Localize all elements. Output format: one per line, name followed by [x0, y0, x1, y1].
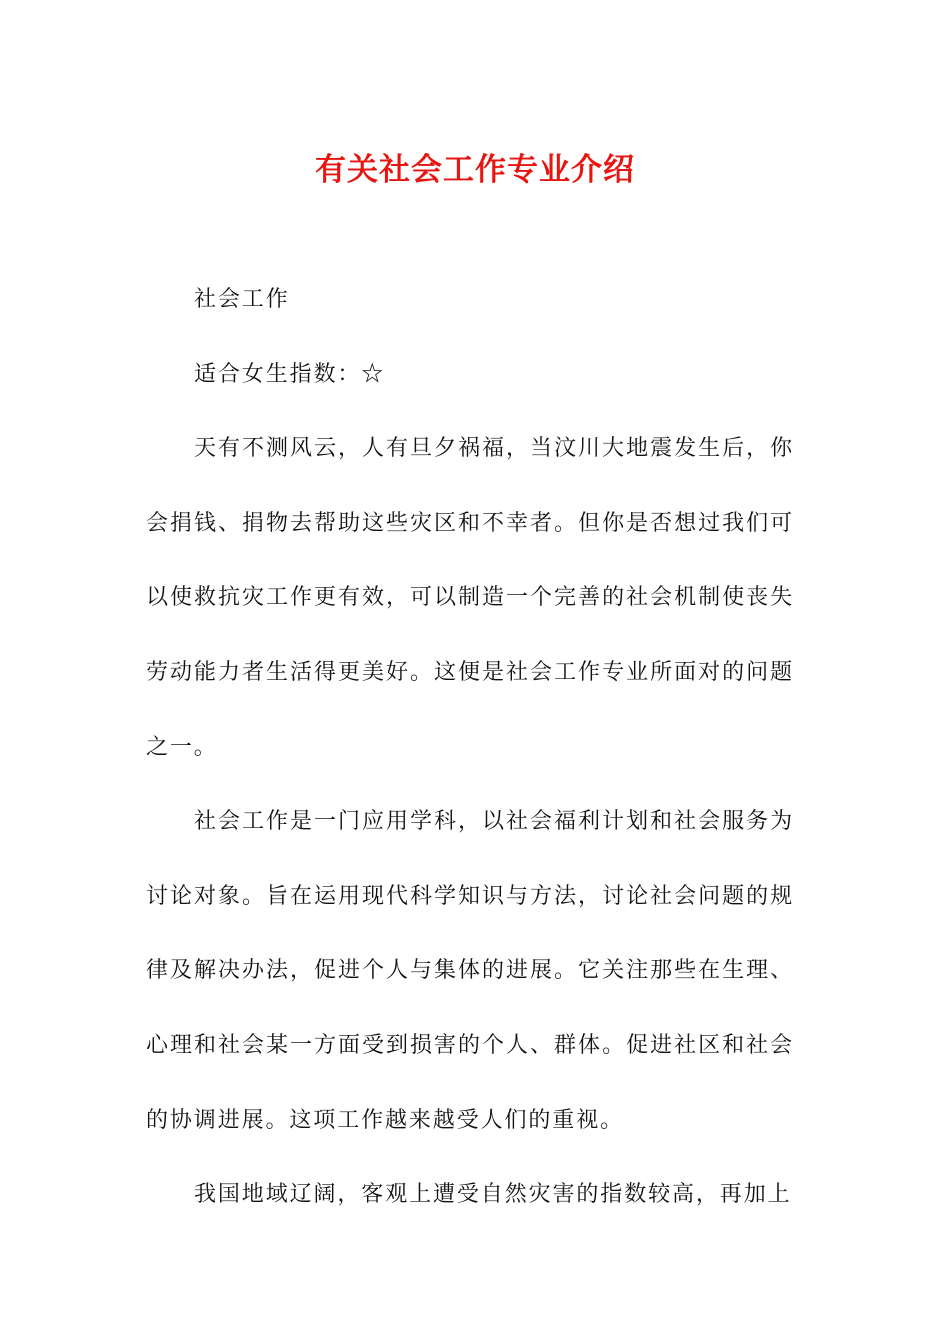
paragraph-context: 我国地域辽阔，客观上遭受自然灾害的指数较高，再加上 — [194, 1182, 792, 1208]
document-body — [146, 263, 794, 1233]
paragraph-heading: 社会工作 — [194, 287, 290, 312]
paragraph-rating: 适合女生指数：☆ — [194, 361, 386, 387]
paragraph-intro: 天有不测风云，人有旦夕祸福，当汶川大地震发生后，你会捐钱、捐物去帮助这些灾区和不幸者。但你是否想过我们可以使救抗灾工作更有效，可以制造一个完善的社会机制使丧失劳动能力者生活得更美好。这便是社会工作专业所面对的问题之一。 — [146, 436, 794, 760]
document-title: 有关社会工作专业介绍 — [315, 152, 635, 188]
paragraph-definition: 社会工作是一门应用学科，以社会福利计划和社会服务为讨论对象。旨在运用现代科学知识与方法，讨论社会问题的规律及解决办法，促进个人与集体的进展。它关注那些在生理、心理和社会某一方面受到损害的个人、群体。促进社区和社会的协调进展。这项工作越来越受人们的重视。 — [146, 809, 794, 1133]
